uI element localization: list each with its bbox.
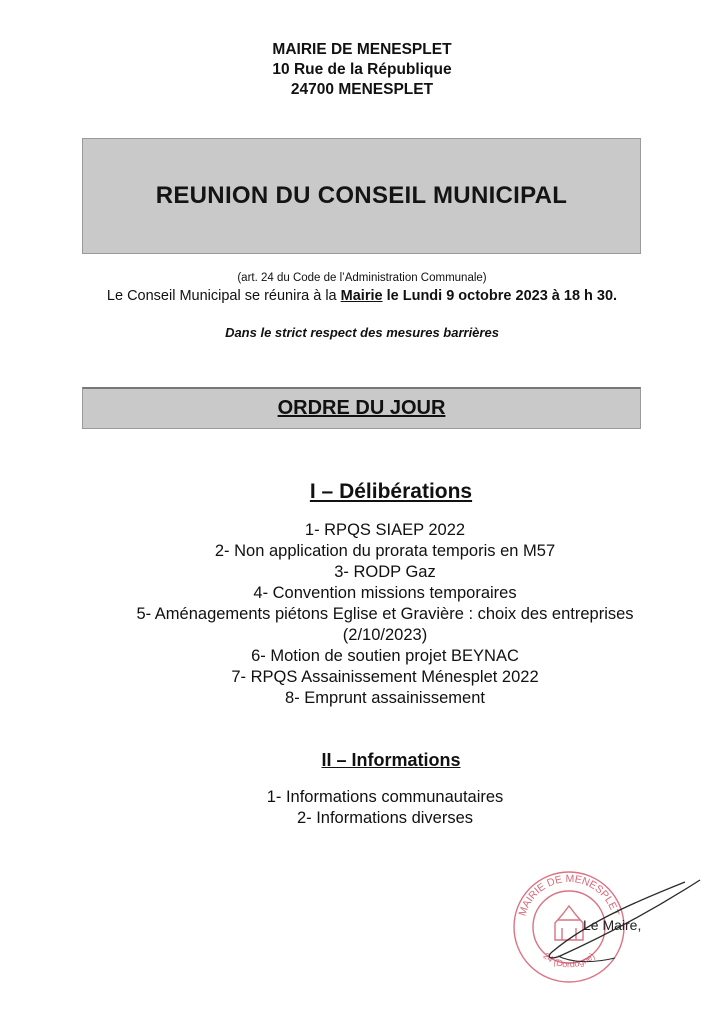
list-item: 5- Aménagements piétons Eglise et Gravière : choix des entreprises	[136, 605, 634, 623]
convocation-line	[0, 288, 724, 304]
stamp-text-bottom: 24 (Dordogne)	[541, 950, 597, 970]
list-item: 2- Non application du prorata temporis en M57	[214, 542, 556, 560]
title-banner	[82, 138, 641, 254]
list-item: 7- RPQS Assainissement Ménesplet 2022	[231, 668, 539, 686]
list-item: 1- RPQS SIAEP 2022	[304, 521, 466, 539]
list-item: 6- Motion de soutien projet BEYNAC	[251, 647, 519, 665]
agenda-banner	[82, 387, 641, 429]
barrier-measures-notice: Dans le strict respect des mesures barrières	[225, 325, 499, 340]
convocation-prefix: Le Conseil Municipal se réunira à la	[106, 288, 341, 304]
deliberations-list	[0, 520, 724, 709]
list-item: 1- Informations communautaires	[266, 788, 504, 806]
convocation-date: le Lundi 9 octobre 2023 à 18 h 30.	[382, 288, 618, 304]
mayor-signature	[540, 860, 710, 970]
list-item: 8- Emprunt assainissement	[285, 689, 485, 707]
mairie-name: MAIRIE DE MENESPLET	[272, 41, 452, 58]
list-item: 4- Convention missions temporaires	[253, 584, 517, 602]
page-title: REUNION DU CONSEIL MUNICIPAL	[155, 182, 568, 209]
deliberations-heading: I – Délibérations	[309, 480, 473, 503]
list-item: 3- RODP Gaz	[334, 563, 436, 581]
mairie-city: 24700 MENESPLET	[290, 81, 434, 98]
mairie-street: 10 Rue de la République	[272, 61, 452, 78]
informations-list	[0, 787, 724, 829]
informations-heading: II – Informations	[321, 750, 461, 770]
agenda-title: ORDRE DU JOUR	[277, 397, 446, 419]
letterhead	[0, 40, 724, 100]
list-item: 2- Informations diverses	[296, 809, 474, 827]
stamp-text-top: MAIRIE DE MENESPLET	[516, 872, 622, 918]
signature-label: Le Maire,	[583, 917, 642, 933]
convocation-place: Mairie	[340, 288, 383, 304]
list-item: (2/10/2023)	[342, 626, 428, 644]
article-reference: (art. 24 du Code de l’Administration Communale)	[237, 272, 487, 284]
